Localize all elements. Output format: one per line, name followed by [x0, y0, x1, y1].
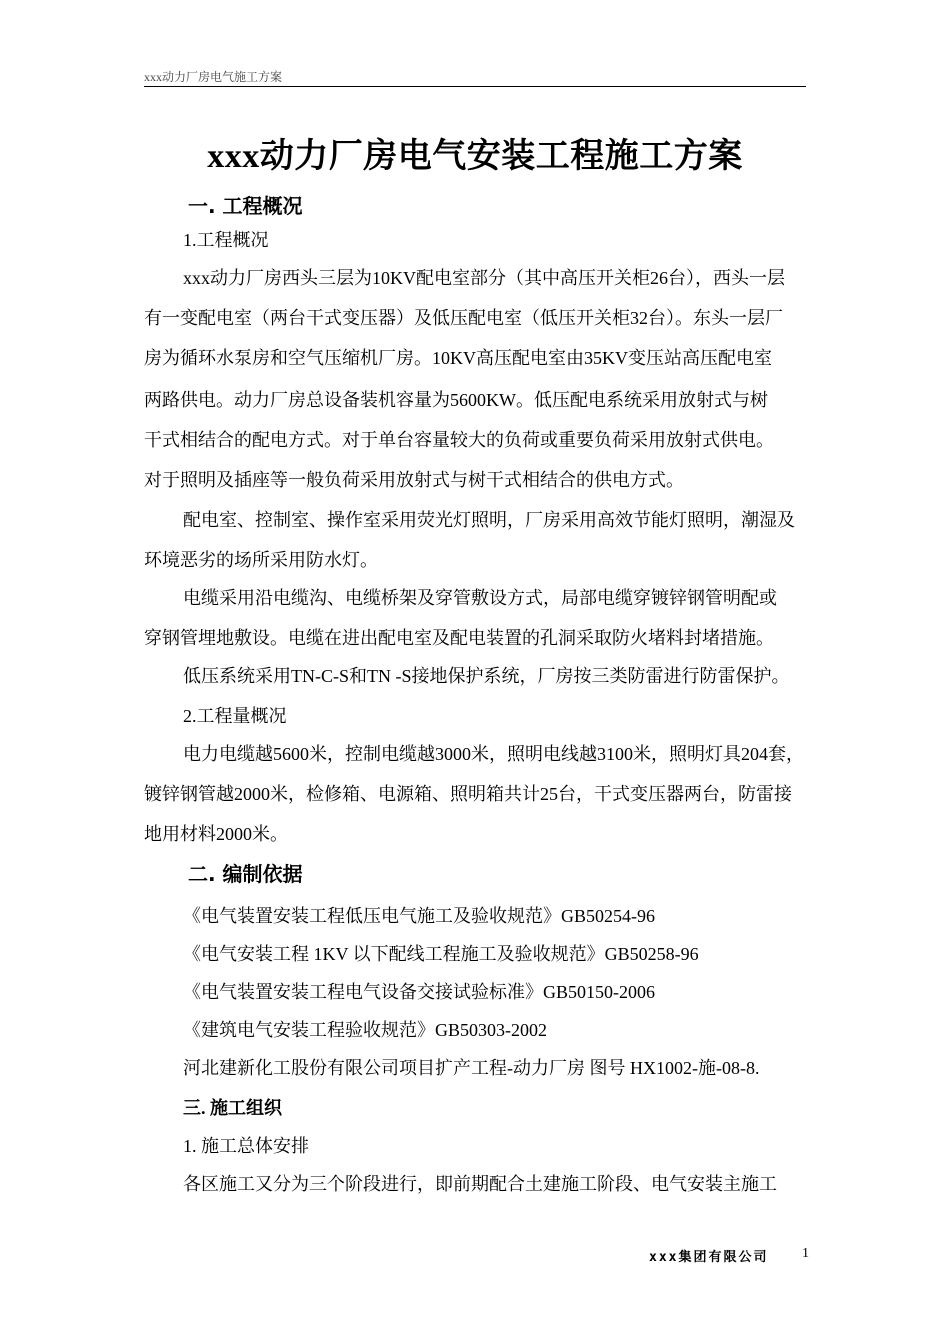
- section-heading-3: 三. 施工组织: [183, 1098, 282, 1118]
- header-text: xxx动力厂房电气施工方案: [144, 70, 283, 84]
- footer-company: xxx集团有限公司: [649, 1250, 769, 1265]
- page-footer: [0, 1246, 950, 1266]
- page-number: 1: [802, 1246, 809, 1261]
- document-title: xxx动力厂房电气安装工程施工方案: [207, 138, 743, 175]
- section-heading-2: 二. 编制依据: [188, 862, 303, 886]
- section-heading-1: 一. 工程概况: [188, 194, 303, 218]
- page-header: [144, 66, 806, 87]
